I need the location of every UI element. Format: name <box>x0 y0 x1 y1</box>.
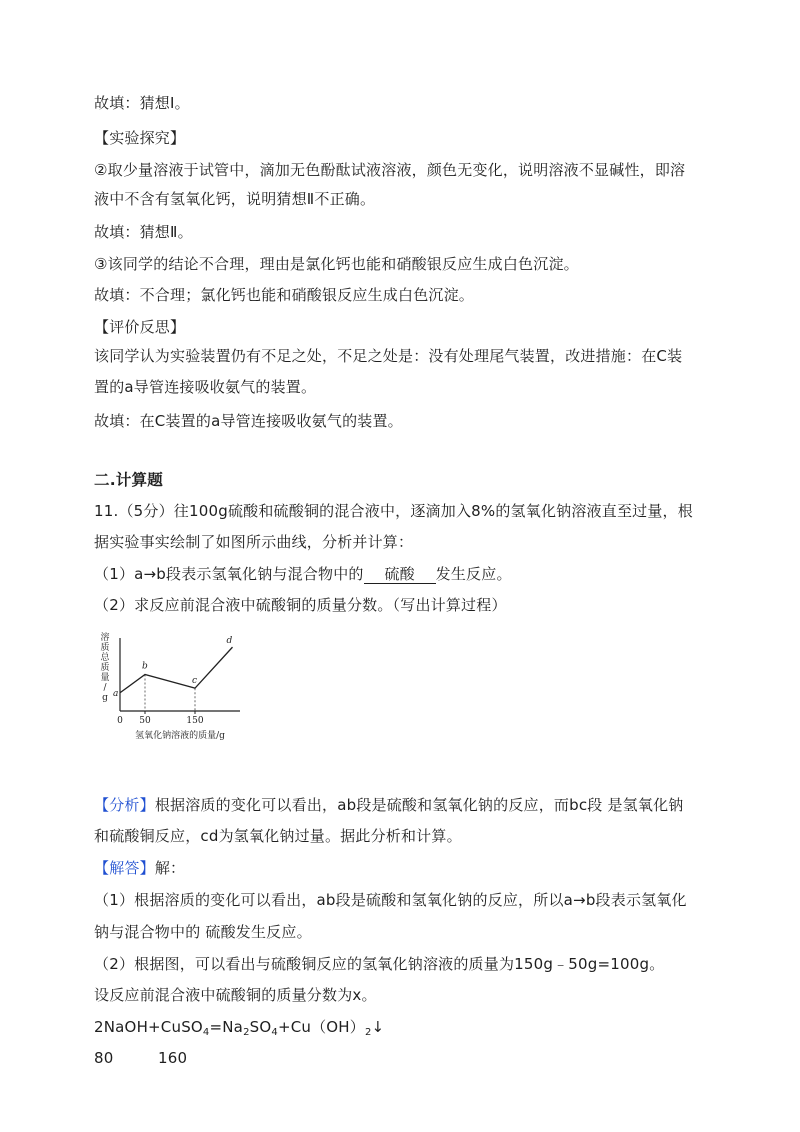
point-label-a: a <box>113 688 119 699</box>
text-line: ②取少量溶液于试管中，滴加无色酚酞试液溶液，颜色无变化，说明溶液不显碱性，即溶 <box>94 161 686 179</box>
eq-part: 2NaOH+CuSO <box>94 1018 203 1036</box>
analysis-line <box>94 794 683 816</box>
molar-mass-naoh: 80 <box>94 1049 114 1067</box>
answer-line: （1）根据溶质的变化可以看出，ab段是硫酸和氢氧化钠的反应，所以a→b段表示氢氧化 <box>94 891 687 909</box>
molar-mass-cuso4: 160 <box>158 1049 188 1067</box>
section-heading-reflection: 【评价反思】 <box>94 318 186 336</box>
point-label-c: c <box>192 676 198 687</box>
fill-in-answer: 硫酸 <box>364 566 436 584</box>
x-tick-label: 50 <box>139 716 151 726</box>
answer-line: 钠与混合物中的 硫酸发生反应。 <box>94 923 312 941</box>
text-line: ③该同学的结论不合理，理由是氯化钙也能和硝酸银反应生成白色沉淀。 <box>94 255 579 273</box>
y-axis-label-char: / <box>103 683 107 693</box>
analysis-text: 根据溶质的变化可以看出，ab段是硫酸和氢氧化钠的反应，而bc段 是氢氧化钠 <box>154 796 684 814</box>
x-tick-label: 150 <box>186 716 204 726</box>
answer-line: 设反应前混合液中硫酸铜的质量分数为x。 <box>94 986 377 1004</box>
eq-subscript: 2 <box>243 1027 250 1038</box>
eq-subscript: 4 <box>202 1027 210 1038</box>
text-line: 故填：猜想Ⅰ。 <box>94 94 190 112</box>
x-tick-label: 0 <box>117 716 123 726</box>
y-axis-label-char: 质 <box>100 643 110 653</box>
y-axis-label-char: g <box>102 693 108 703</box>
question-part-1 <box>94 563 512 585</box>
section-heading-experiment: 【实验探究】 <box>94 129 186 147</box>
eq-part: +Cu（OH） <box>277 1018 365 1036</box>
point-label-d: d <box>226 636 233 647</box>
y-axis-label-char: 溶 <box>100 633 110 643</box>
question-line: 11.（5分）往100g硫酸和硫酸铜的混合液中，逐滴加入8%的氢氧化钠溶液直至过量，根 <box>94 502 693 520</box>
chart-svg <box>98 628 248 748</box>
answer-heading <box>94 857 185 879</box>
point-label-b: b <box>142 661 148 672</box>
analysis-line: 和硫酸铜反应，cd为氢氧化钠过量。据此分析和计算。 <box>94 827 462 845</box>
solute-mass-chart <box>98 628 248 748</box>
x-axis-label: 氢氧化钠溶液的质量/g <box>135 731 225 741</box>
y-axis-label-char: 量 <box>100 673 110 683</box>
question-line: （2）求反应前混合液中硫酸铜的质量分数。（写出计算过程） <box>94 596 507 614</box>
question-part-1-suffix: 发生反应。 <box>435 565 512 583</box>
chemical-equation <box>94 1016 384 1044</box>
eq-part: ↓ <box>371 1018 385 1036</box>
y-axis-label-char: 总 <box>100 653 110 663</box>
section-title: 二.计算题 <box>94 471 163 489</box>
eq-subscript: 2 <box>364 1027 372 1038</box>
eq-part: SO <box>249 1018 272 1036</box>
eq-subscript: 4 <box>271 1027 278 1038</box>
answer-line: （2）根据图，可以看出与硫酸铜反应的氢氧化钠溶液的质量为150g﹣50g=100g。 <box>94 955 665 973</box>
molar-mass-row <box>94 1047 114 1069</box>
answer-tag-tail: 解： <box>154 859 186 877</box>
text-line: 该同学认为实验装置仍有不足之处，不足之处是：没有处理尾气装置，改进措施：在C装 <box>94 347 683 365</box>
analysis-tag: 【分析】 <box>94 796 155 814</box>
series-line <box>120 647 233 693</box>
question-part-1-prefix: （1）a→b段表示氢氧化钠与混合物中的 <box>94 565 364 583</box>
answer-tag: 【解答】 <box>94 859 155 877</box>
text-line: 置的a导管连接吸收氨气的装置。 <box>94 378 317 396</box>
text-line: 故填：在C装置的a导管连接吸收氨气的装置。 <box>94 412 403 430</box>
text-line: 故填：不合理；氯化钙也能和硝酸银反应生成白色沉淀。 <box>94 286 475 304</box>
text-line: 故填：猜想Ⅱ。 <box>94 223 193 241</box>
text-line: 液中不含有氢氧化钙，说明猜想Ⅱ不正确。 <box>94 190 376 208</box>
y-axis-label-char: 质 <box>100 663 110 673</box>
question-line: 据实验事实绘制了如图所示曲线，分析并计算： <box>94 533 414 551</box>
eq-part: =Na <box>209 1018 244 1036</box>
